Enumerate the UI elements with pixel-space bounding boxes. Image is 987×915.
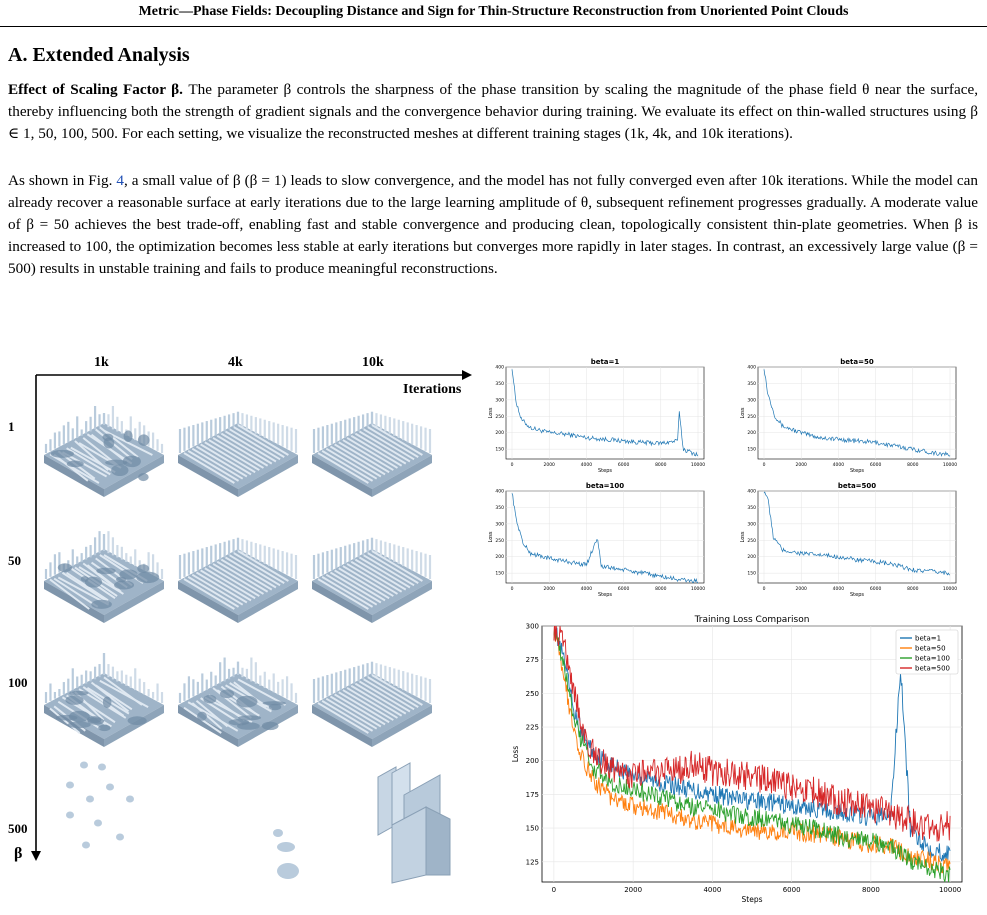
x-tick-label: 6000 [782,886,801,894]
mesh-blob [69,691,88,696]
mesh-blob [65,695,83,704]
y-axis-label: Loss [488,407,494,419]
paragraph-prefix: As shown in Fig. [8,172,117,189]
mesh-fragment [80,762,88,769]
x-tick-label: 8000 [655,587,667,592]
mesh-fragment [94,820,102,827]
x-axis-label: Steps [598,468,612,474]
x-tick-label: 6000 [617,587,630,592]
mesh-fragment [106,784,114,791]
mesh-fragment [116,834,124,841]
mesh-blob [87,718,104,725]
mesh-thumbnail-image [174,635,302,753]
x-tick-label: 2000 [795,463,807,468]
x-tick-label: 0 [551,886,557,894]
beta-axis-label: β [14,845,23,862]
mesh-blob [137,564,149,573]
mesh-blob [67,461,84,468]
y-tick-label: 300 [747,398,756,404]
mesh-blob [102,434,113,441]
x-tick-label: 4000 [832,463,845,468]
legend-entry: beta=500 [915,664,951,673]
x-tick-label: 10000 [938,886,962,894]
y-tick-label: 300 [747,522,756,528]
y-tick-label: 350 [747,381,756,387]
mesh-thumbnail-image [308,511,436,629]
mesh-blob [138,473,149,481]
paragraph-body: , a small value of β (β = 1) leads to slow convergence, and the model has not fully converged even after 10k iterations. While the model can already recover a reasonable surface at early iterations due to the large learning amplitude of θ, subsequent refinement progresses gradually. A moderate value of β = 50 achieves the best trade-off, enabling fast and stable convergence and producing clean, topologically consistent thin-plate geometries. When β is increased to 100, the optimization becomes less stable at early iterations but converges more rapidly in later stages. In contrast, an excessively large value (β = 500) results in unstable training and fails to produce meaningful reconstructions. [8,172,978,277]
mesh-thumbnail-image [40,511,168,629]
small-chart-title: beta=1 [590,358,620,366]
y-tick-label: 150 [747,447,756,453]
mesh-blob [119,569,137,579]
paragraph-beta-effect [8,79,978,145]
chart-title: Training Loss Comparison [694,615,810,625]
y-tick-label: 200 [495,555,504,561]
mesh-thumbnail-image [308,385,436,503]
small-chart-frame [758,491,956,583]
y-tick-label: 300 [525,622,539,631]
small-chart-title: beta=500 [837,482,877,490]
mesh-blob [136,572,159,583]
x-tick-label: 8000 [861,886,880,894]
small-chart-panel [740,358,957,474]
small-chart-panel [488,358,705,474]
mesh-thumbnail-image [40,635,168,753]
mesh-fragment [277,842,295,852]
y-tick-label: 125 [525,858,539,867]
mesh-blob [123,456,141,468]
small-chart-title: beta=100 [585,482,625,490]
mesh-blob [128,716,147,725]
x-axis-label: Steps [850,468,864,474]
training-loss-comparison-chart [482,612,982,912]
x-tick-label: 4000 [832,587,845,592]
mesh-blob [103,696,112,708]
y-tick-label: 400 [495,365,504,371]
mesh-blob [220,689,234,698]
x-axis-label: Steps [598,592,612,598]
mesh-fragment [126,796,134,803]
x-tick-label: 10000 [942,587,958,592]
y-tick-label: 150 [495,447,504,453]
x-tick-label: 2000 [624,886,643,894]
column-label-10k: 10k [362,355,384,370]
x-tick-label: 10000 [690,587,706,592]
x-tick-label: 4000 [703,886,722,894]
section-title: A. Extended Analysis [8,44,190,66]
x-tick-label: 6000 [869,587,882,592]
mesh-blob [56,715,78,721]
mesh-fragment [86,796,94,803]
per-beta-loss-charts [482,354,982,598]
y-tick-label: 150 [747,571,756,577]
column-label-1k: 1k [94,355,109,370]
mesh-blob [98,725,110,731]
x-tick-label: 0 [762,587,766,592]
x-tick-label: 0 [762,463,766,468]
y-tick-label: 200 [525,757,539,766]
y-tick-label: 350 [495,505,504,511]
row-label-100: 100 [8,675,28,690]
x-tick-label: 4000 [580,587,593,592]
y-tick-label: 250 [495,538,504,544]
y-tick-label: 300 [495,398,504,404]
column-label-4k: 4k [228,355,243,370]
y-tick-label: 200 [495,431,504,437]
y-tick-label: 400 [747,489,756,495]
y-tick-label: 350 [495,381,504,387]
mesh-blob [51,450,74,458]
mesh-fragment [82,842,90,849]
y-tick-label: 300 [495,522,504,528]
y-axis-label: Loss [488,531,494,543]
x-tick-label: 4000 [580,463,593,468]
y-tick-label: 250 [747,414,756,420]
mesh-blob [138,434,150,445]
mesh-blob [237,722,260,730]
y-tick-label: 200 [747,431,756,437]
x-axis-label: Steps [850,592,864,598]
mesh-thumbnail-image [308,635,436,753]
row-label-500: 500 [8,821,28,836]
y-tick-label: 250 [525,689,539,698]
mesh-fragment [273,829,283,837]
y-tick-label: 175 [525,790,539,799]
mesh-grid-figure [0,355,480,915]
legend-entry: beta=50 [915,644,946,653]
y-axis-label: Loss [740,407,746,419]
mesh-blob [236,696,257,708]
small-chart-panel [488,482,705,598]
x-tick-label: 2000 [543,463,555,468]
x-tick-label: 2000 [795,587,807,592]
mesh-fragment [277,863,299,879]
small-chart-frame [506,367,704,459]
mesh-blob [262,722,279,731]
small-chart-frame [506,491,704,583]
iterations-axis-label: Iterations [403,382,462,397]
x-tick-label: 0 [510,463,514,468]
mesh-blob [111,465,128,477]
y-tick-label: 150 [525,824,539,833]
y-tick-label: 250 [747,538,756,544]
mesh-blob [114,581,134,590]
mesh-thumbnail-image [40,385,168,503]
mesh-blob [91,600,112,609]
x-tick-label: 0 [510,587,514,592]
mesh-blob [263,701,286,705]
mesh-thumbnail-image [40,755,460,885]
running-title: Metric—Phase Fields: Decoupling Distance and Sign for Thin-Structure Reconstruction from Unoriented Point Clouds [0,0,987,27]
y-axis-label: Loss [511,745,520,763]
paragraph-body: The parameter β controls the sharpness of the phase transition by scaling the magnitude of the phase field θ near the surface, thereby influencing both the strength of gradient signals and the convergence behavior during training. We evaluate its effect on thin-walled structures using β ∈ 1, 50, 100, 500. For each setting, we visualize the reconstructed meshes at different training stages (1k, 4k, and 10k iterations). [8,81,978,142]
legend-entry: beta=100 [915,654,951,663]
x-axis-label: Steps [741,895,763,904]
small-chart-title: beta=50 [840,358,874,366]
legend-entry: beta=1 [915,634,942,643]
y-tick-label: 150 [495,571,504,577]
mesh-blob [203,695,216,704]
y-tick-label: 250 [495,414,504,420]
mesh-blob [197,712,207,721]
mesh-fragment [66,782,74,789]
x-tick-label: 6000 [869,463,882,468]
x-tick-label: 8000 [655,463,667,468]
x-axis-arrowhead [462,370,472,380]
row-label-50: 50 [8,553,21,568]
mesh-fragment [66,812,74,819]
x-tick-label: 6000 [617,463,630,468]
row-label-1: 1 [8,419,15,434]
mesh-plate [426,807,450,875]
x-tick-label: 8000 [907,587,919,592]
y-tick-label: 225 [525,723,539,732]
y-tick-label: 400 [747,365,756,371]
figure-reference-link[interactable]: 4 [116,172,124,189]
mesh-blob [58,563,72,572]
small-chart-frame [758,367,956,459]
x-tick-label: 2000 [543,587,555,592]
y-axis-label: Loss [740,531,746,543]
mesh-blob [81,576,89,582]
small-chart-panel [740,482,957,598]
x-tick-label: 10000 [690,463,706,468]
paragraph-fig-discussion [8,170,978,280]
mesh-thumbnail-image [174,511,302,629]
x-tick-label: 10000 [942,463,958,468]
mesh-blob [124,430,133,442]
mesh-thumbnail-image [174,385,302,503]
mesh-blob [67,722,90,728]
y-tick-label: 400 [495,489,504,495]
mesh-fragment [98,764,106,771]
mesh-blob [96,568,115,575]
y-tick-label: 200 [747,555,756,561]
y-tick-label: 275 [525,656,539,665]
x-tick-label: 8000 [907,463,919,468]
y-tick-label: 350 [747,505,756,511]
paragraph-lead: Effect of Scaling Factor β. [8,81,183,98]
